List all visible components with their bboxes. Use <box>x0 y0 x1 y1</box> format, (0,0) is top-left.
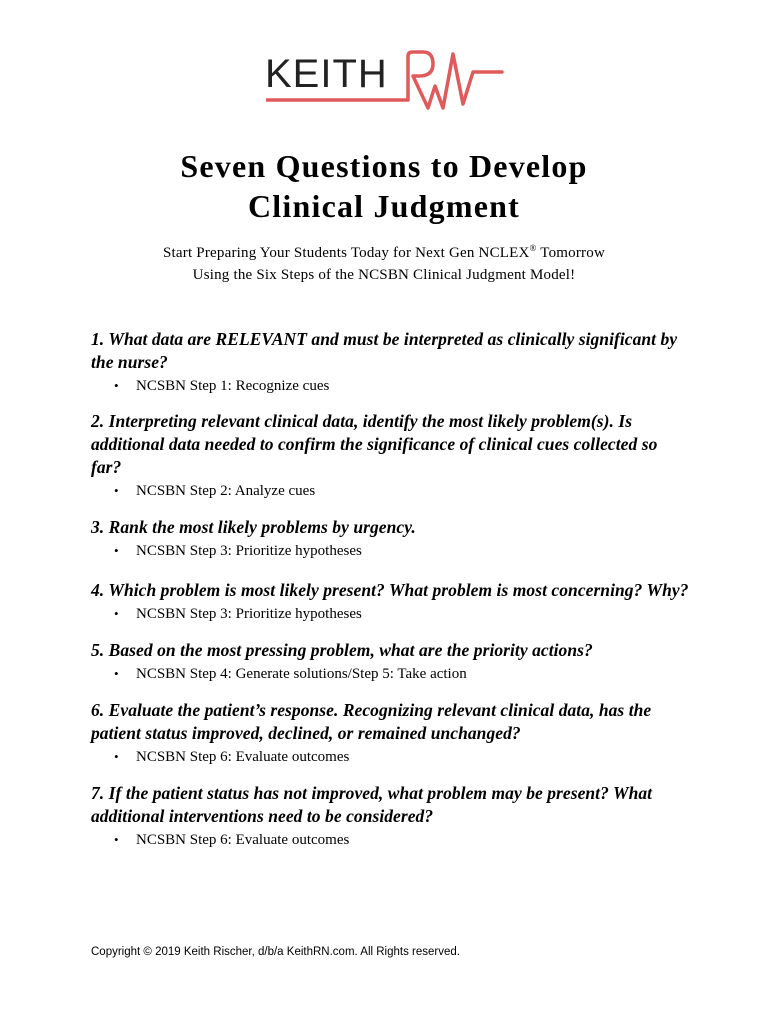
ncsbn-step <box>91 603 691 625</box>
keithrn-logo <box>263 46 508 114</box>
bullet-icon: • <box>114 832 119 847</box>
ncsbn-step <box>91 375 691 397</box>
step-label: NCSBN Step 2: Analyze cues <box>136 483 316 499</box>
step-label: NCSBN Step 1: Recognize cues <box>136 378 330 394</box>
question-text: 6. Evaluate the patient’s response. Recognizing relevant clinical data, has the patient status improved, declined, or remained unchanged? <box>91 700 652 743</box>
question-text: 4. Which problem is most likely present? What problem is most concerning? Why? <box>91 580 689 600</box>
subtitle <box>0 242 768 286</box>
ncsbn-step <box>91 746 691 768</box>
question-text: 2. Interpreting relevant clinical data, identify the most likely problem(s). Is additional data needed to confirm the significance of clinical cues collected so far? <box>91 411 658 477</box>
bullet-icon: • <box>114 666 119 681</box>
ncsbn-step <box>91 480 691 502</box>
ncsbn-step <box>91 829 691 851</box>
title-line-2: Clinical Judgment <box>248 188 520 224</box>
question-list <box>91 328 691 851</box>
subtitle-line-2: Using the Six Steps of the NCSBN Clinical Judgment Model! <box>192 267 576 283</box>
question-item <box>91 699 691 768</box>
registered-mark: ® <box>529 243 537 253</box>
subtitle-line-1 <box>0 242 768 264</box>
step-label: NCSBN Step 6: Evaluate outcomes <box>136 749 350 765</box>
title-line-1: Seven Questions to Develop <box>180 148 588 184</box>
ncsbn-step <box>91 663 691 685</box>
ncsbn-step <box>91 540 691 562</box>
step-label: NCSBN Step 6: Evaluate outcomes <box>136 832 350 848</box>
bullet-icon: • <box>114 543 119 558</box>
copyright-footer: Copyright © 2019 Keith Rischer, d/b/a KeithRN.com. All Rights reserved. <box>91 946 460 958</box>
bullet-icon: • <box>114 378 119 393</box>
page-title <box>0 146 768 226</box>
question-item <box>91 782 691 851</box>
question-item <box>91 328 691 397</box>
subtitle-line-1-pre: Start Preparing Your Students Today for Next Gen NCLEX <box>163 245 530 261</box>
question-text: 5. Based on the most pressing problem, what are the priority actions? <box>91 640 593 660</box>
question-text: 7. If the patient status has not improved, what problem may be present? What additional interventions need to be considered? <box>91 783 653 826</box>
step-label: NCSBN Step 3: Prioritize hypotheses <box>136 543 362 559</box>
question-item <box>91 410 691 502</box>
logo-rn-heartbeat <box>263 46 508 114</box>
question-text: 1. What data are RELEVANT and must be interpreted as clinically significant by the nurse? <box>91 329 678 372</box>
question-item <box>91 579 691 625</box>
question-text: 3. Rank the most likely problems by urgency. <box>91 517 416 537</box>
subtitle-line-1-post: Tomorrow <box>536 245 605 261</box>
question-item <box>91 639 691 685</box>
bullet-icon: • <box>114 749 119 764</box>
bullet-icon: • <box>114 606 119 621</box>
logo-wordmark: KEITH <box>265 52 388 96</box>
step-label: NCSBN Step 4: Generate solutions/Step 5: Take action <box>136 666 467 682</box>
bullet-icon: • <box>114 483 119 498</box>
question-item <box>91 516 691 562</box>
step-label: NCSBN Step 3: Prioritize hypotheses <box>136 606 362 622</box>
